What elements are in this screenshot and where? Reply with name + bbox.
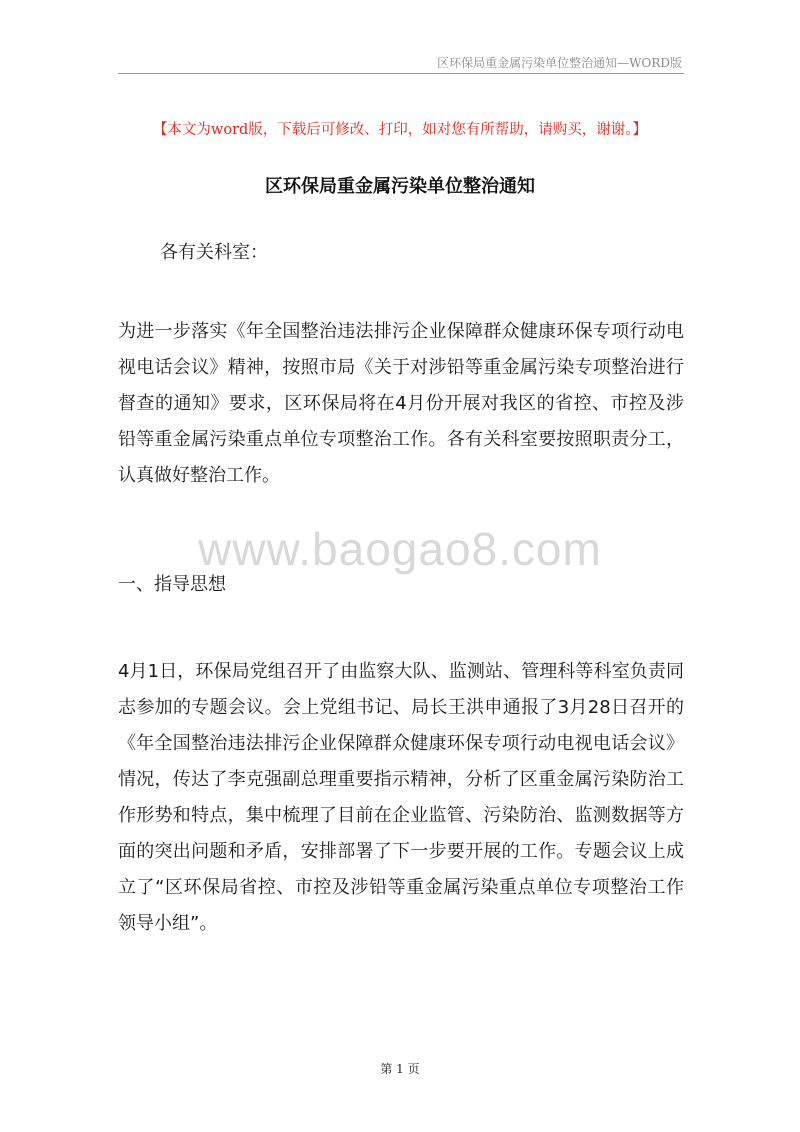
section-1-paragraph: 4月1日，环保局党组召开了由监察大队、监测站、管理科等科室负责同志参加的专题会议。会上党组书记、局长王洪申通报了3月28日召开的《年全国整治违法排污企业保障群众健康环保专项行动电视电话会议》情况，传达了李克强副总理重要指示精神，分析了区重金属污染防治工作形势和特点，集中梳理了目前在企业监管、污染防治、监测数据等方面的突出问题和矛盾，安排部署了下一步要开展的工作。专题会议上成立了“区环保局省控、市控及涉铅等重金属污染重点单位专项整治工作领导小组”。: [118, 661, 684, 934]
download-notice: 【本文为word版，下载后可修改、打印，如对您有所帮助，请购买，谢谢。】: [152, 122, 648, 138]
watermark: www.baogao8.com: [198, 523, 602, 575]
document-title: 区环保局重金属污染单位整治通知: [265, 176, 535, 197]
section-heading-guiding-ideology: 一、指导思想: [118, 574, 226, 595]
page-number-footer: 第 1 页: [380, 1062, 420, 1076]
intro-paragraph: 为进一步落实《年全国整治违法排污企业保障群众健康环保专项行动电视电话会议》精神，按照市局《关于对涉铅等重金属污染专项整治进行督查的通知》要求，区环保局将在4月份开展对我区的省控、市控及涉铅等重金属污染重点单位专项整治工作。各有关科室要按照职责分工，认真做好整治工作。: [118, 321, 684, 486]
salutation: 各有关科室：: [160, 242, 268, 263]
header-divider: [118, 73, 684, 74]
page-header-running-title: 区环保局重金属污染单位整治通知—WORD版: [437, 56, 682, 70]
